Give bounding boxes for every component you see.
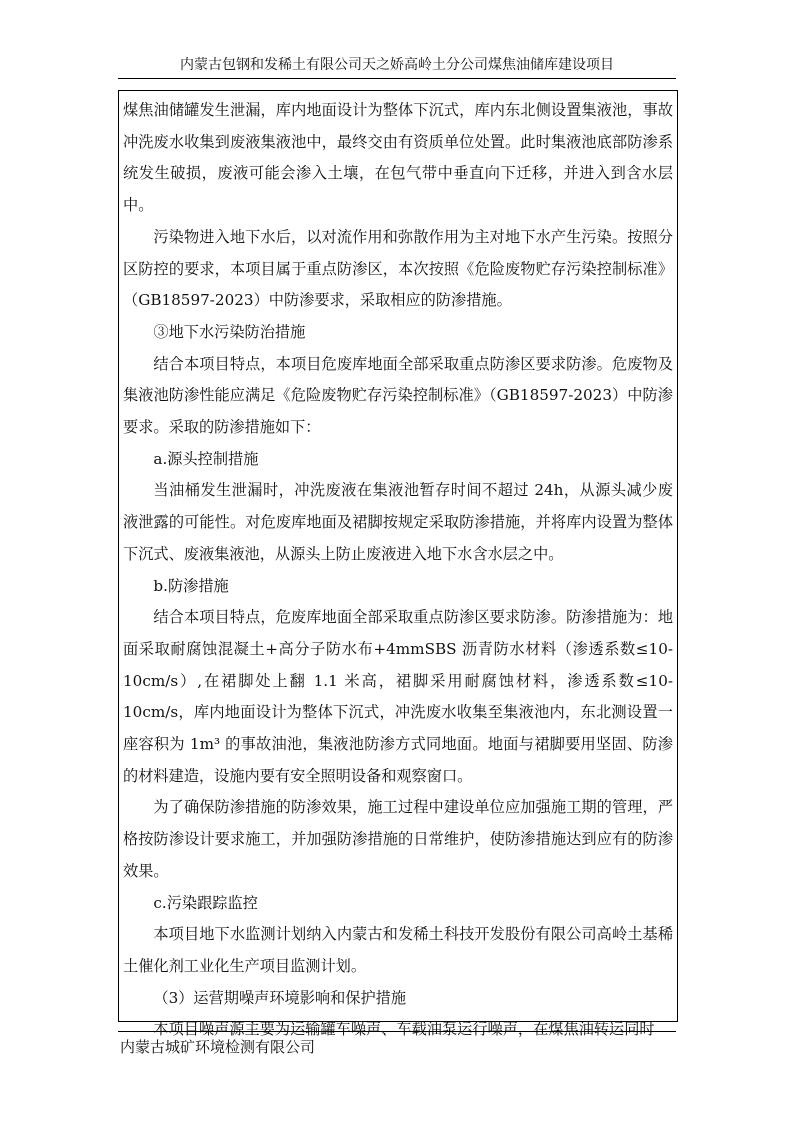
body-paragraph: 结合本项目特点，危废库地面全部采取重点防渗区要求防渗。防渗措施为：地面采取耐腐蚀混凝土+高分子防水布+4mmSBS 沥青防水材料（渗透系数≤10-10cm/s）,在裙脚处上翻 1.1 米高，裙脚采用耐腐蚀材料，渗透系数≤10-10cm/s，库内地面设计为整体下沉式，冲洗废水收集至集液池内，东北测设置一座容积为 1m³ 的事故油池，集液池防渗方式同地面。地面与裙脚要用坚固、防渗的材料建造，设施内要有安全照明设备和观察窗口。: [123, 608, 673, 785]
content-frame: [118, 90, 678, 1039]
page-footer: 内蒙古城矿环境检测有限公司: [120, 1038, 316, 1056]
body-paragraph: 本项目地下水监测计划纳入内蒙古和发稀土科技开发股份有限公司高岭土基稀土催化剂工业化生产项目监测计划。: [123, 925, 673, 975]
body-paragraph: 本项目噪声源主要为运输罐车噪声、车载油泵运行噪声，在煤焦油转运同时: [153, 1020, 655, 1039]
body-paragraph: b.防渗措施: [153, 576, 229, 595]
body-paragraph: a.源头控制措施: [153, 449, 259, 468]
header-divider: [118, 78, 676, 79]
body-paragraph: c.污染跟踪监控: [153, 893, 258, 912]
body-paragraph: 结合本项目特点，本项目危废库地面全部采取重点防渗区要求防渗。危废物及集液池防渗性能应满足《危险废物贮存污染控制标准》（GB18597-2023）中防渗要求。采取的防渗措施如下：: [123, 354, 673, 437]
body-paragraph: （3）运营期噪声环境影响和保护措施: [153, 988, 407, 1007]
body-paragraph: 煤焦油储罐发生泄漏，库内地面设计为整体下沉式，库内东北侧设置集液池，事故冲洗废水收集到废液集液池中，最终交由有资质单位处置。此时集液池底部防渗系统发生破损，废液可能会渗入土壤，在包气带中垂直向下迁移，并进入到含水层中。: [123, 101, 673, 215]
body-paragraph: 污染物进入地下水后，以对流作用和弥散作用为主对地下水产生污染。按照分区防控的要求，本项目属于重点防渗区，本次按照《危险废物贮存污染控制标准》（GB18597-2023）中防渗要求，采取相应的防渗措施。: [123, 227, 673, 310]
body-paragraph: ③地下水污染防治措施: [153, 322, 306, 341]
page-header: 内蒙古包钢和发稀土有限公司天之娇高岭土分公司煤焦油储库建设项目: [180, 57, 614, 73]
body-paragraph: 当油桶发生泄漏时，冲洗废液在集液池暂存时间不超过 24h，从源头减少废液泄露的可能性。对危废库地面及裙脚按规定采取防渗措施，并将库内设置为整体下沉式、废液集液池，从源头上防止废液进入地下水含水层之中。: [123, 481, 673, 563]
footer-divider: [118, 1031, 676, 1032]
body-text: [123, 95, 673, 1046]
body-paragraph: 为了确保防渗措施的防渗效果，施工过程中建设单位应加强施工期的管理，严格按防渗设计要求施工，并加强防渗措施的日常维护，使防渗措施达到应有的防渗效果。: [123, 798, 673, 880]
